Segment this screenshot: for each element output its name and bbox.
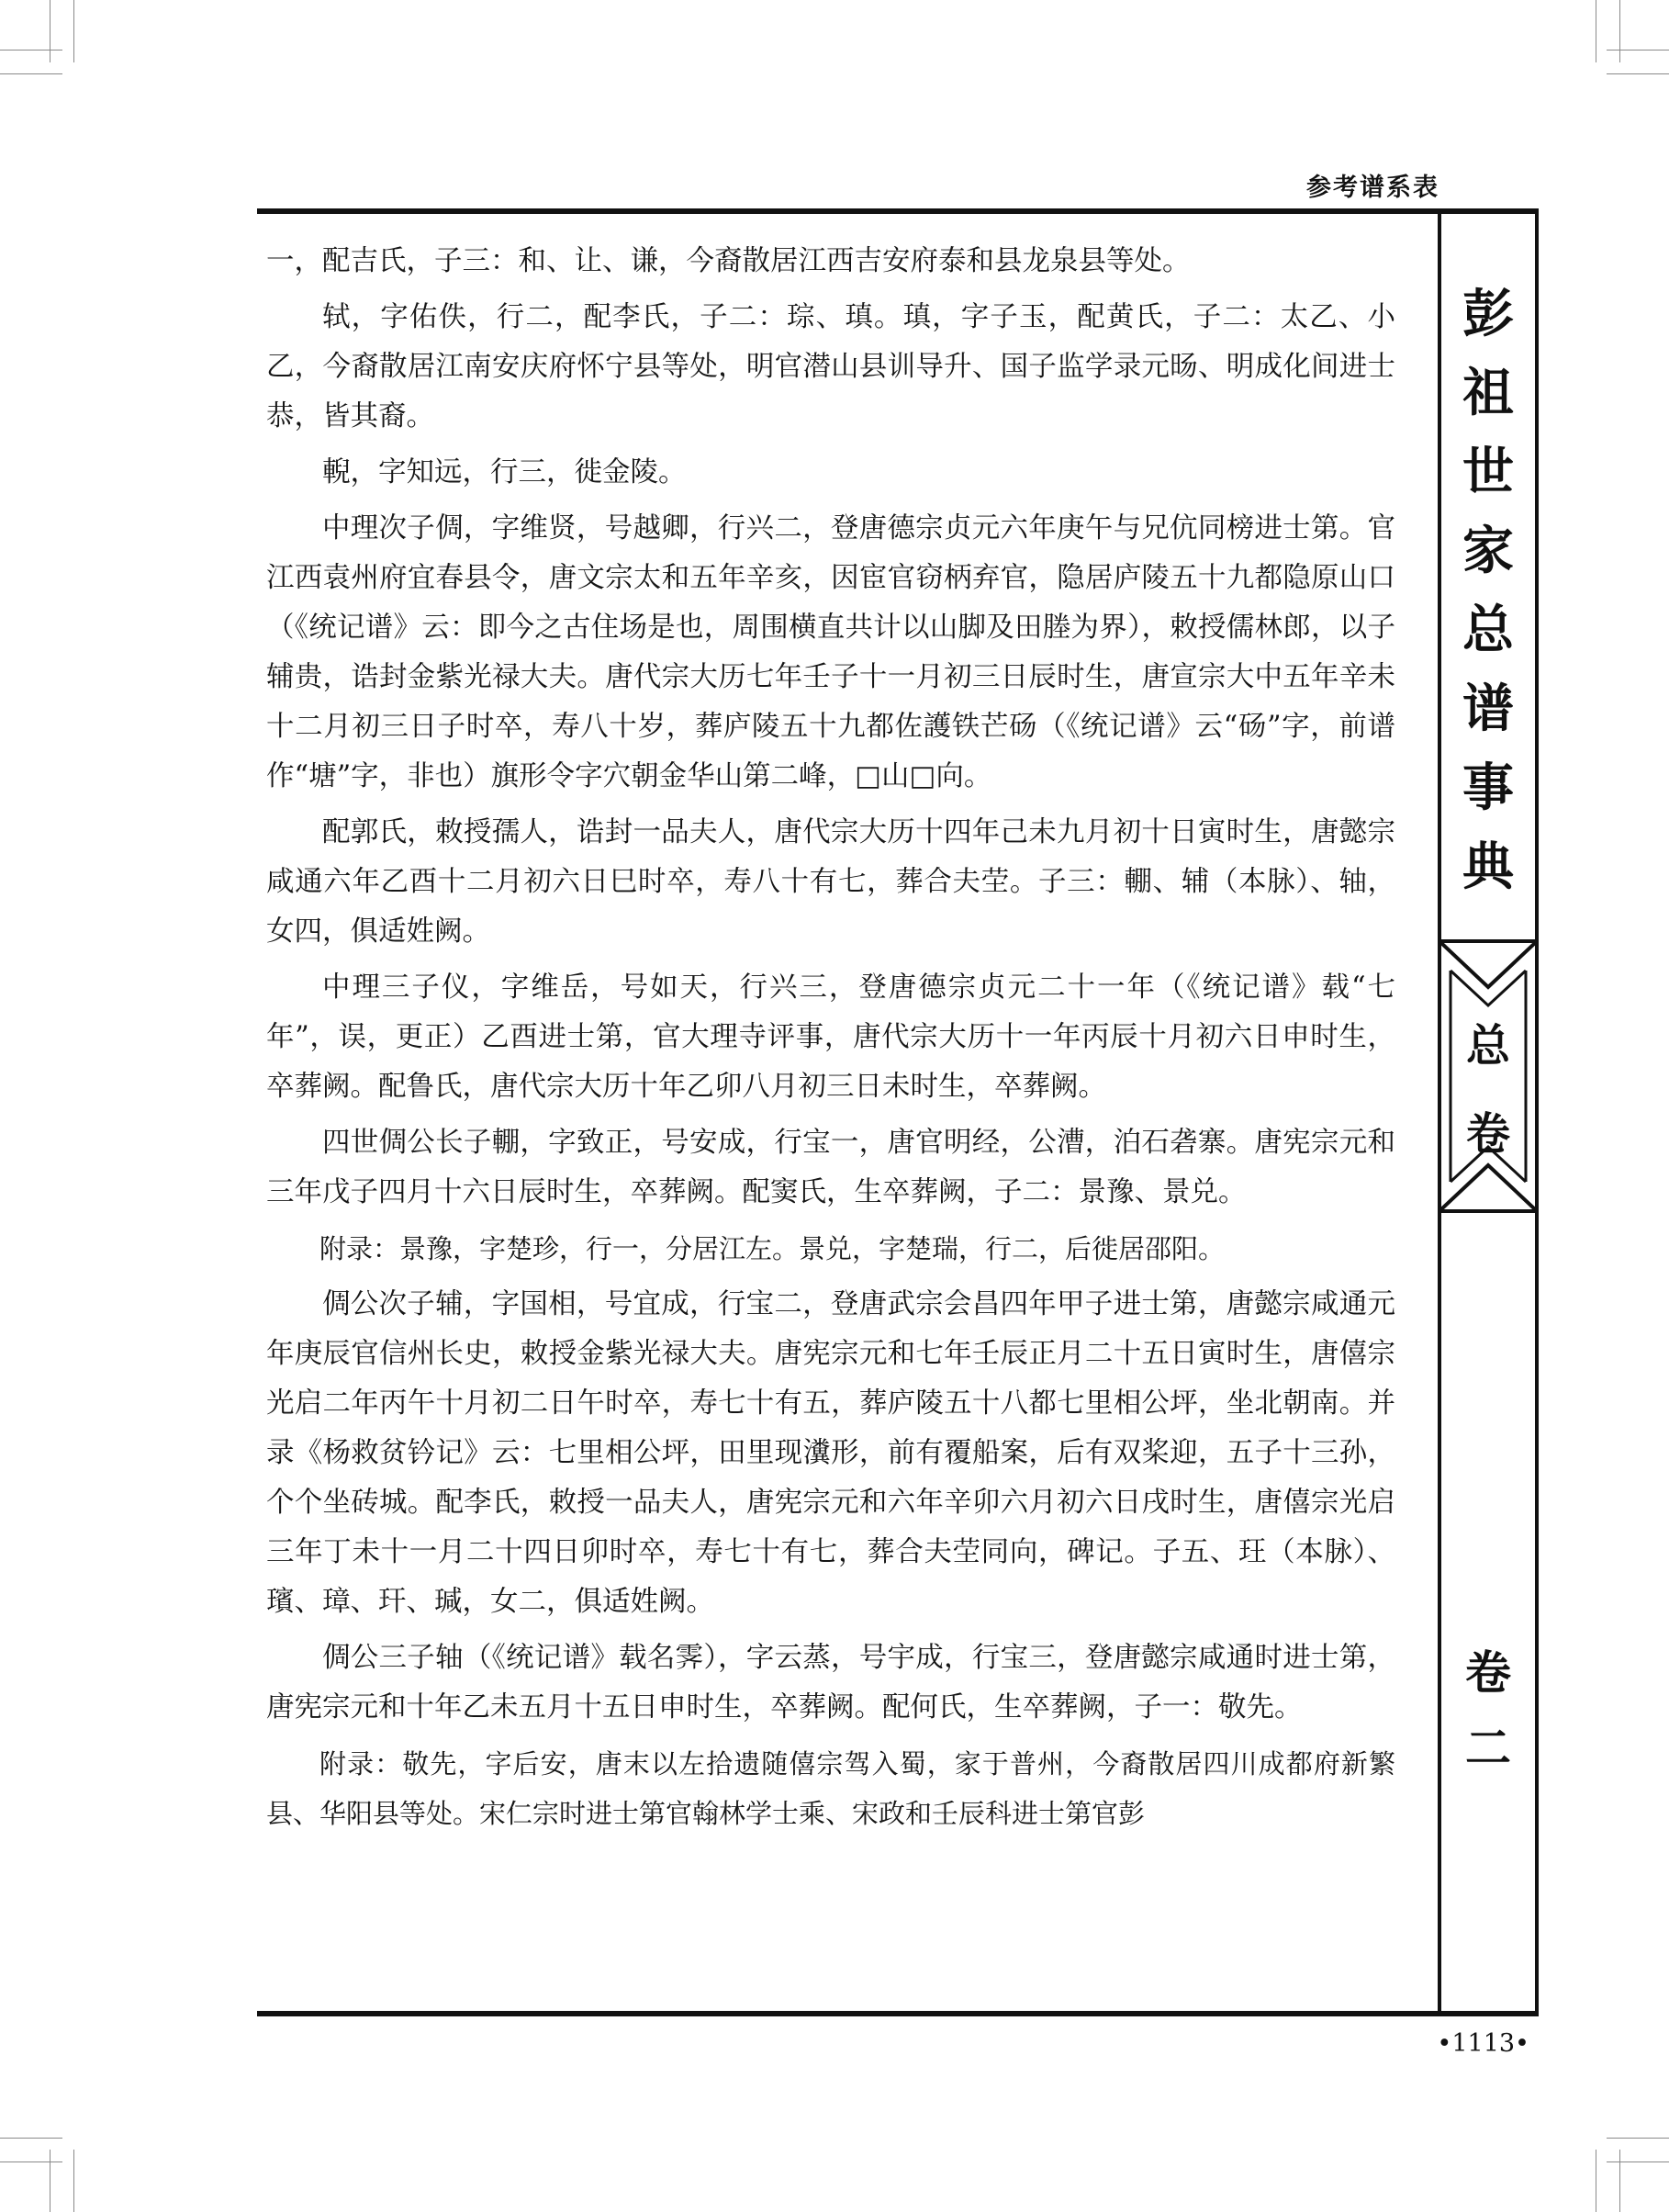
- title-char: 典: [1462, 837, 1514, 897]
- volume-label: [1441, 1020, 1535, 1200]
- appendix-note: 附录：敬先，字后安，唐末以左拾遗随僖宗驾入蜀，家于普州，今裔散居四川成都府新繁县、华阳县等处。宋仁宗时进士第官翰林学士乘、宋政和壬辰科进士第官彭: [266, 1748, 1395, 1829]
- juan-char: 卷: [1465, 1646, 1511, 1700]
- title-char: 事: [1462, 758, 1514, 818]
- title-char: 家: [1462, 522, 1514, 581]
- top-rule: [257, 208, 1539, 214]
- side-title-panel: [1438, 208, 1539, 2016]
- title-char: 彭: [1462, 285, 1514, 344]
- paragraph: 倜公次子辅，字国相，号宜成，行宝二，登唐武宗会昌四年甲子进士第，唐懿宗咸通元年庚辰官信州长史，敕授金紫光禄大夫。唐宪宗元和七年壬辰正月二十五日寅时生，唐僖宗光启二年丙午十月初二日午时卒，寿七十有五，葬庐陵五十八都七里相公坪，坐北朝南。并录《杨救贫钤记》云：七里相公坪，田里现瀵形，前有覆船案，后有双桨迎，五子十三孙，个个坐砖城。配李氏，敕授一品夫人，唐宪宗元和六年辛卯六月初六日戌时生，唐僖宗光启三年丁未十一月二十四日卯时卒，寿七十有七，葬合夫茔同向，碑记。子五、玨（本脉）、璸、璋、玕、瑊，女二，俱适姓阙。: [266, 1288, 1395, 1618]
- crop-mark: [1619, 2150, 1620, 2212]
- crop-mark: [0, 2138, 62, 2139]
- section-header: 参考谱系表: [1306, 174, 1439, 202]
- paragraph: 中理次子倜，字维贤，号越卿，行兴二，登唐德宗贞元六年庚午与兄伉同榜进士第。官江西袁州府宜春县令，唐文宗太和五年辛亥，因宦官窃柄弃官，隐居庐陵五十九都隐原山口（《统记谱》云：即今之古住场是也，周围横直共计以山脚及田塍为界），敕授儒林郎，以子辅贵，诰封金紫光禄大夫。唐代宗大历七年壬子十一月初三日辰时生，唐宣宗大中五年辛未十二月初三日子时卒，寿八十岁，葬庐陵五十九都佐護铁芒砀（《统记谱》云“砀”字，前谱作“塘”字，非也）旗形令字穴朝金华山第二峰，□山□向。: [266, 512, 1395, 792]
- side-divider: [1441, 1209, 1535, 1213]
- crop-mark: [1607, 2161, 1669, 2162]
- crop-mark: [1619, 0, 1620, 62]
- title-char: 祖: [1462, 364, 1514, 423]
- paragraph: 配郭氏，敕授孺人，诰封一品夫人，唐代宗大历十四年己未九月初十日寅时生，唐懿宗咸通六年乙酉十二月初六日巳时卒，寿八十有七，葬合夫茔。子三：輣、辅（本脉）、轴，女四，俱适姓阙。: [266, 816, 1395, 948]
- bottom-rule: [257, 2011, 1539, 2016]
- juan-label: [1441, 1646, 1535, 1801]
- crop-mark: [1607, 73, 1669, 74]
- crop-mark: [73, 0, 74, 62]
- paragraph: 四世倜公长子輣，字致正，号安成，行宝一，唐官明经，公漕，泊石砻寨。唐宪宗元和三年戊子四月十六日辰时生，卒葬阙。配窦氏，生卒葬阙，子二：景豫、景兑。: [266, 1127, 1395, 1208]
- paragraph: 一，配吉氏，子三：和、让、谦，今裔散居江西吉安府泰和县龙泉县等处。: [266, 245, 1191, 277]
- paragraph: 倜公三子轴（《统记谱》载名霁），字云蒸，号宇成，行宝三，登唐懿宗咸通时进士第，唐宪宗元和十年乙未五月十五日申时生，卒葬阙。配何氏，生卒葬阙，子一：敬先。: [266, 1642, 1395, 1724]
- crop-mark: [1607, 50, 1669, 51]
- crop-mark: [0, 50, 62, 51]
- book-title: [1441, 285, 1535, 921]
- appendix-note: 附录：景豫，字楚珍，行一，分居江左。景兑，字楚瑞，行二，后徙居邵阳。: [319, 1233, 1226, 1264]
- title-char: 谱: [1462, 679, 1514, 739]
- crop-mark: [0, 2161, 62, 2162]
- page-number: •1113•: [1437, 2029, 1529, 2058]
- title-char: 总: [1462, 601, 1514, 660]
- crop-mark: [1607, 2138, 1669, 2139]
- paragraph: 轼，字佑佚，行二，配李氏，子二：琮、瑱。瑱，字子玉，配黄氏，子二：太乙、小乙，今裔散居江南安庆府怀宁县等处，明官潜山县训导升、国子监学录元旸、明成化间进士恭，皆其裔。: [266, 301, 1395, 432]
- volume-char: 卷: [1465, 1108, 1510, 1160]
- volume-char: 总: [1465, 1020, 1510, 1072]
- body-text: [266, 237, 1395, 1845]
- paragraph: 輗，字知远，行三，徙金陵。: [322, 456, 687, 488]
- paragraph: 中理三子仪，字维岳，号如天，行兴三，登唐德宗贞元二十一年（《统记谱》载“七年”，误，更正）乙酉进士第，官大理寺评事，唐代宗大历十一年丙辰十月初六日申时生，卒葬阙。配鲁氏，唐代宗大历十年乙卯八月初三日未时生，卒葬阙。: [266, 971, 1395, 1103]
- juan-char: 二: [1465, 1722, 1511, 1775]
- crop-mark: [73, 2150, 74, 2212]
- crop-mark: [0, 73, 62, 74]
- title-char: 世: [1462, 443, 1514, 502]
